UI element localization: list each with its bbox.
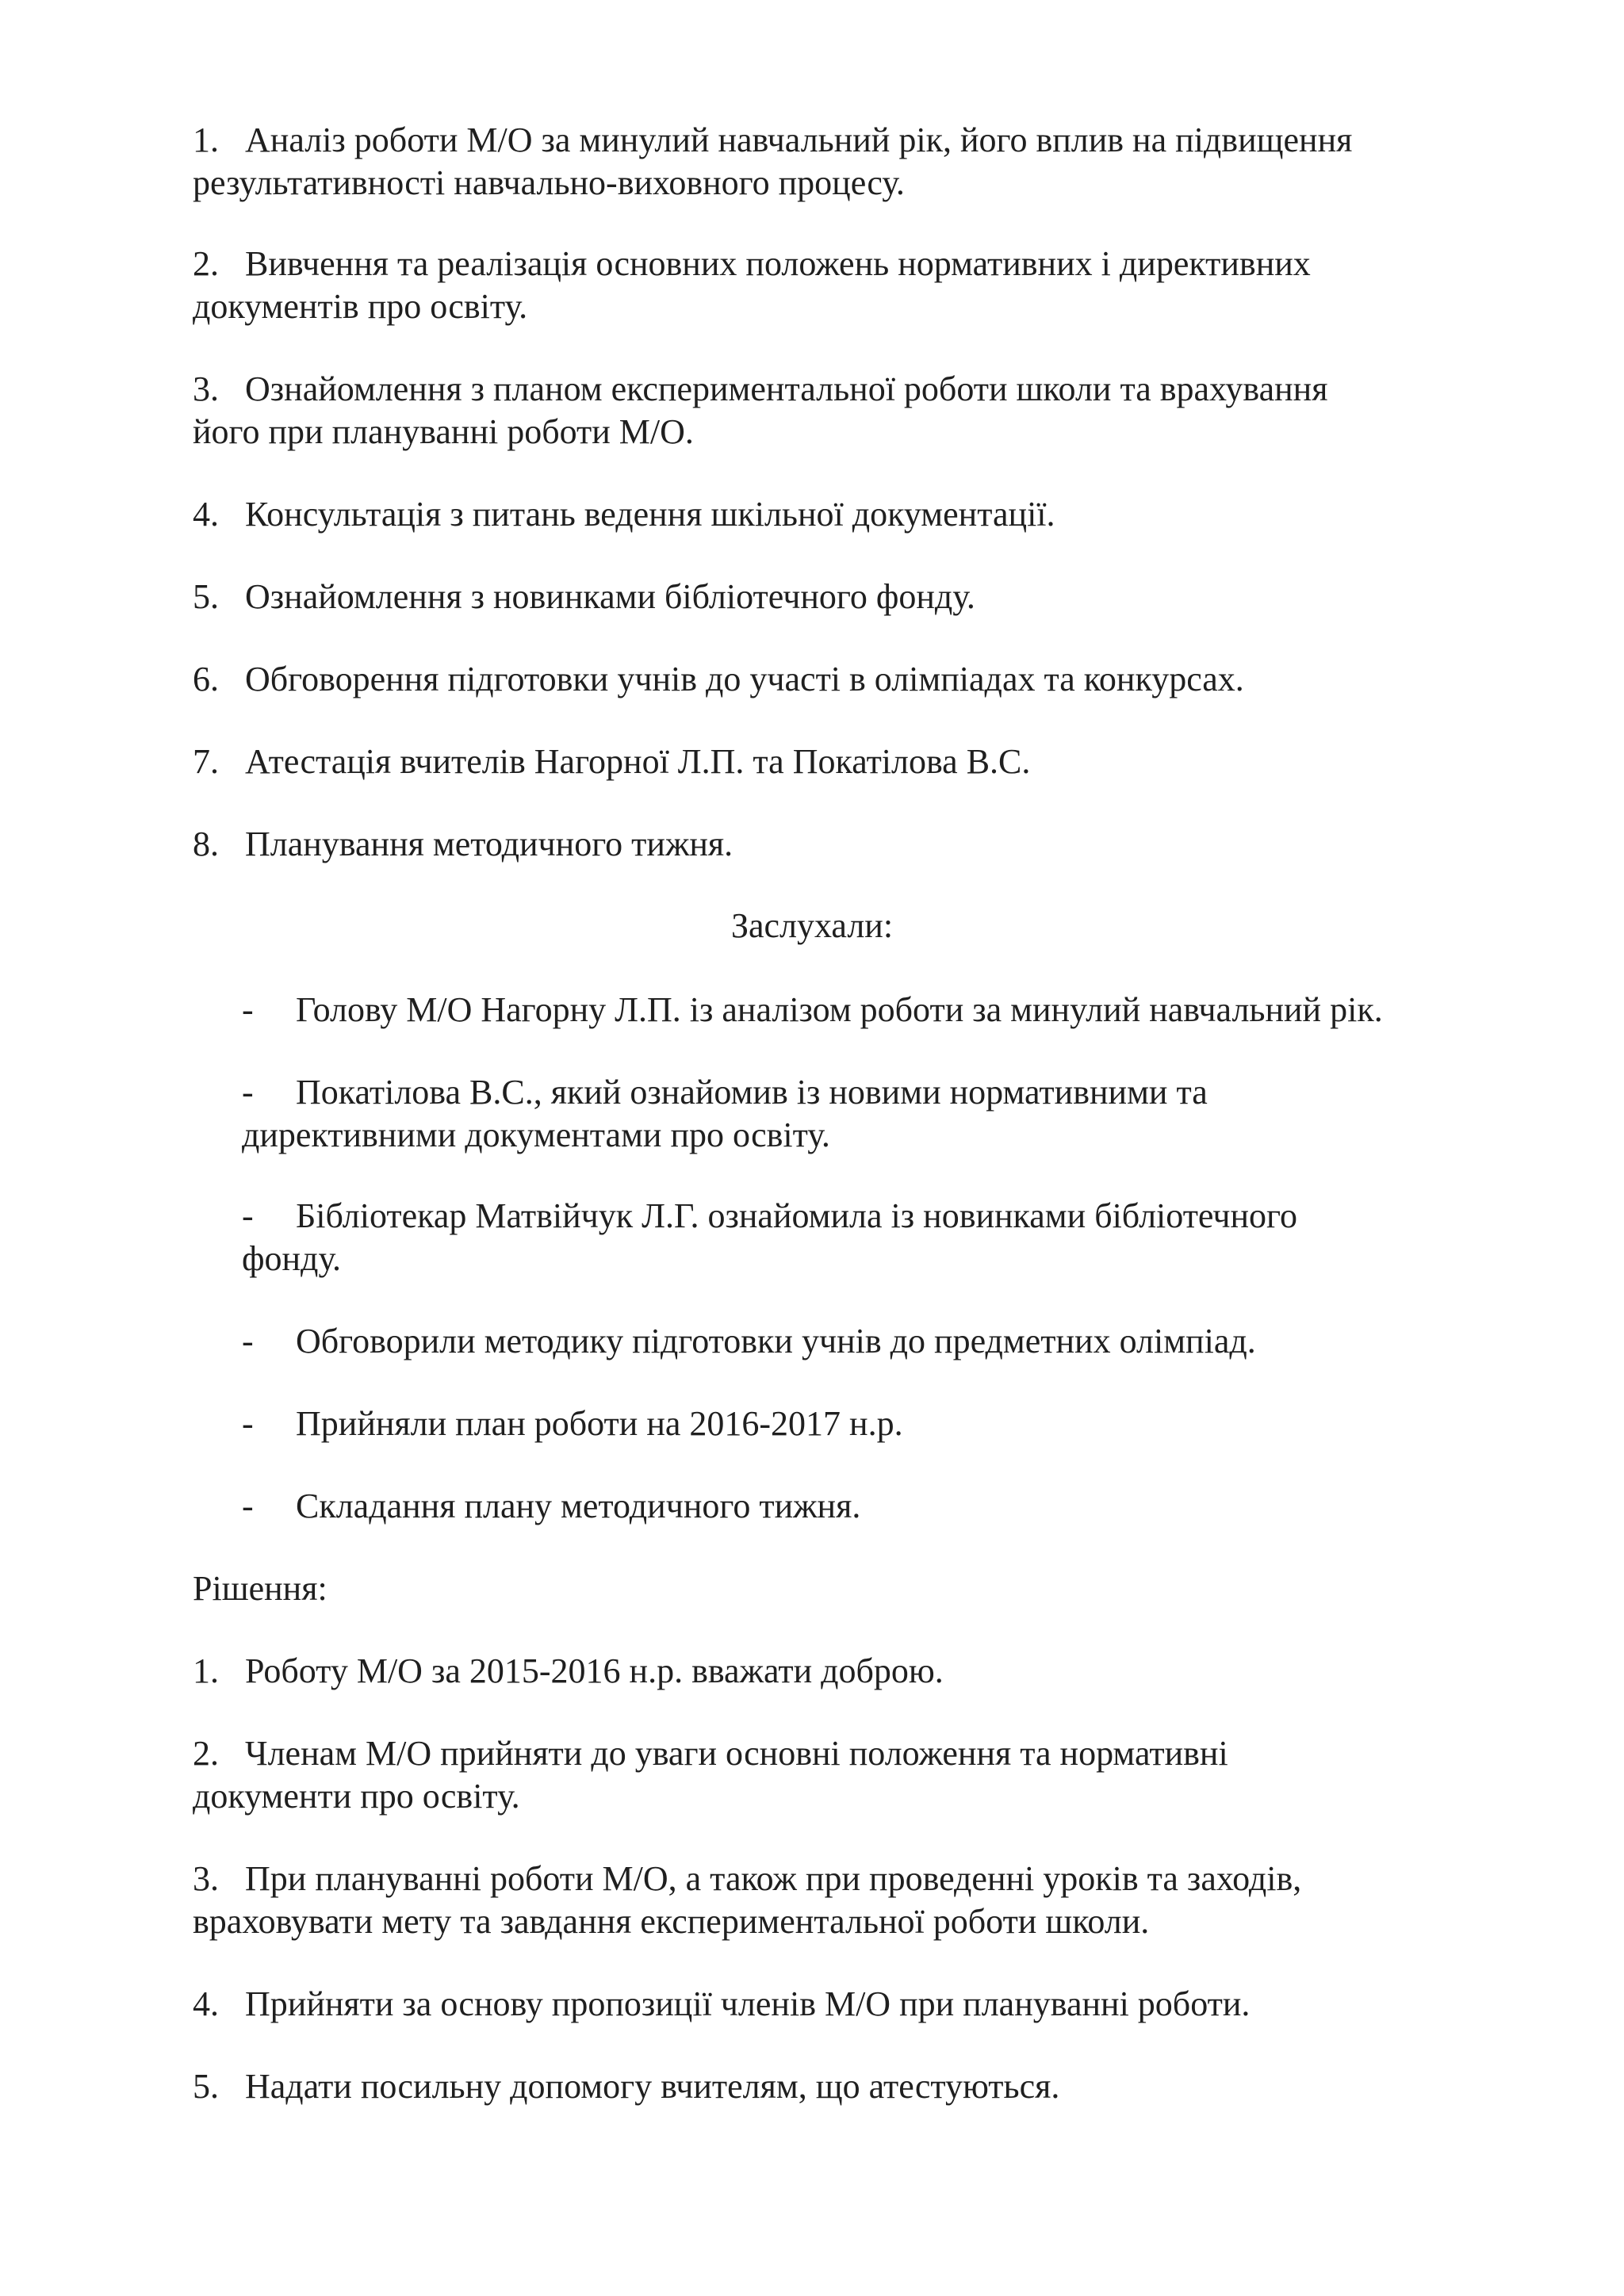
dash-bullet: - bbox=[242, 1487, 254, 1525]
decision-item-number: 3. bbox=[193, 1859, 219, 1898]
agenda-item-number: 5. bbox=[193, 577, 219, 616]
decision-item-2 bbox=[193, 1732, 1228, 1775]
agenda-item-3-continuation: його при плануванні роботи М/О. bbox=[193, 412, 694, 451]
dash-bullet: - bbox=[242, 1073, 254, 1112]
heard-item-text: Складання плану методичного тижня. bbox=[296, 1487, 861, 1525]
agenda-item-number: 6. bbox=[193, 660, 219, 698]
decision-item-text: Надати посильну допомогу вчителям, що атестуються. bbox=[245, 2067, 1060, 2106]
agenda-item-text: Атестація вчителів Нагорної Л.П. та Покатілова В.С. bbox=[245, 742, 1031, 781]
agenda-item-4 bbox=[193, 493, 1055, 536]
agenda-item-number: 2. bbox=[193, 244, 219, 283]
decision-item-text: Прийняти за основу пропозиції членів М/О при плануванні роботи. bbox=[245, 1984, 1251, 2023]
agenda-item-text: Ознайомлення з новинками бібліотечного фонду. bbox=[245, 577, 975, 616]
agenda-item-number: 1. bbox=[193, 121, 219, 159]
heard-item-text: Прийняли план роботи на 2016-2017 н.р. bbox=[296, 1404, 903, 1443]
agenda-item-8 bbox=[193, 823, 733, 866]
decision-item-5 bbox=[193, 2065, 1059, 2108]
agenda-item-text: Ознайомлення з планом експериментальної роботи школи та врахування bbox=[245, 369, 1328, 408]
decision-item-text: При плануванні роботи М/О, а також при проведенні уроків та заходів, bbox=[245, 1859, 1302, 1898]
heard-item-2 bbox=[242, 1071, 1208, 1114]
heard-heading: Заслухали: bbox=[730, 906, 894, 945]
heard-item-4 bbox=[242, 1320, 1256, 1363]
decision-item-number: 2. bbox=[193, 1734, 219, 1773]
agenda-item-number: 8. bbox=[193, 825, 219, 863]
agenda-item-3 bbox=[193, 368, 1327, 411]
agenda-item-1-continuation: результативності навчально-виховного процесу. bbox=[193, 163, 905, 202]
dash-bullet: - bbox=[242, 1404, 254, 1443]
dash-bullet: - bbox=[242, 1196, 254, 1235]
agenda-item-text: Консультація з питань ведення шкільної документації. bbox=[245, 495, 1055, 534]
decision-item-3 bbox=[193, 1858, 1301, 1900]
decision-item-number: 1. bbox=[193, 1651, 219, 1690]
dash-bullet: - bbox=[242, 990, 254, 1029]
dash-bullet: - bbox=[242, 1322, 254, 1360]
agenda-item-text: Обговорення підготовки учнів до участі в олімпіадах та конкурсах. bbox=[245, 660, 1244, 698]
heard-item-6 bbox=[242, 1485, 860, 1528]
agenda-item-number: 7. bbox=[193, 742, 219, 781]
agenda-item-number: 4. bbox=[193, 495, 219, 534]
agenda-item-text: Аналіз роботи М/О за минулий навчальний рік, його вплив на підвищення bbox=[245, 121, 1353, 159]
agenda-item-5 bbox=[193, 576, 975, 618]
decision-item-text: Членам М/О прийняти до уваги основні положення та нормативні bbox=[245, 1734, 1228, 1773]
decision-item-text: Роботу М/О за 2015-2016 н.р. вважати доброю. bbox=[245, 1651, 944, 1690]
agenda-item-6 bbox=[193, 658, 1244, 701]
heard-item-text: Голову М/О Нагорну Л.П. із аналізом роботи за минулий навчальний рік. bbox=[296, 990, 1383, 1029]
agenda-item-2 bbox=[193, 243, 1311, 285]
agenda-item-2-continuation: документів про освіту. bbox=[193, 287, 528, 326]
heard-item-5 bbox=[242, 1402, 903, 1445]
heard-item-text: Обговорили методику підготовки учнів до предметних олімпіад. bbox=[296, 1322, 1256, 1360]
decision-item-number: 5. bbox=[193, 2067, 219, 2106]
heard-item-text: Покатілова В.С., який ознайомив із новими нормативними та bbox=[296, 1073, 1208, 1112]
agenda-item-text: Планування методичного тижня. bbox=[245, 825, 733, 863]
decision-item-number: 4. bbox=[193, 1984, 219, 2023]
decision-item-4 bbox=[193, 1983, 1250, 2026]
agenda-item-1 bbox=[193, 119, 1352, 162]
heard-item-3-continuation: фонду. bbox=[242, 1239, 342, 1278]
decision-item-3-continuation: враховувати мету та завдання експериментальної роботи школи. bbox=[193, 1902, 1150, 1941]
decision-item-2-continuation: документи про освіту. bbox=[193, 1777, 520, 1816]
agenda-item-number: 3. bbox=[193, 369, 219, 408]
heard-item-2-continuation: директивними документами про освіту. bbox=[242, 1115, 830, 1154]
decision-heading: Рішення: bbox=[193, 1569, 327, 1608]
heard-item-text: Бібліотекар Матвійчук Л.Г. ознайомила із новинками бібліотечного bbox=[296, 1196, 1297, 1235]
heard-item-1 bbox=[242, 989, 1383, 1031]
agenda-item-7 bbox=[193, 740, 1030, 783]
heard-item-3 bbox=[242, 1195, 1297, 1238]
agenda-item-text: Вивчення та реалізація основних положень нормативних і директивних bbox=[245, 244, 1311, 283]
decision-item-1 bbox=[193, 1650, 944, 1693]
